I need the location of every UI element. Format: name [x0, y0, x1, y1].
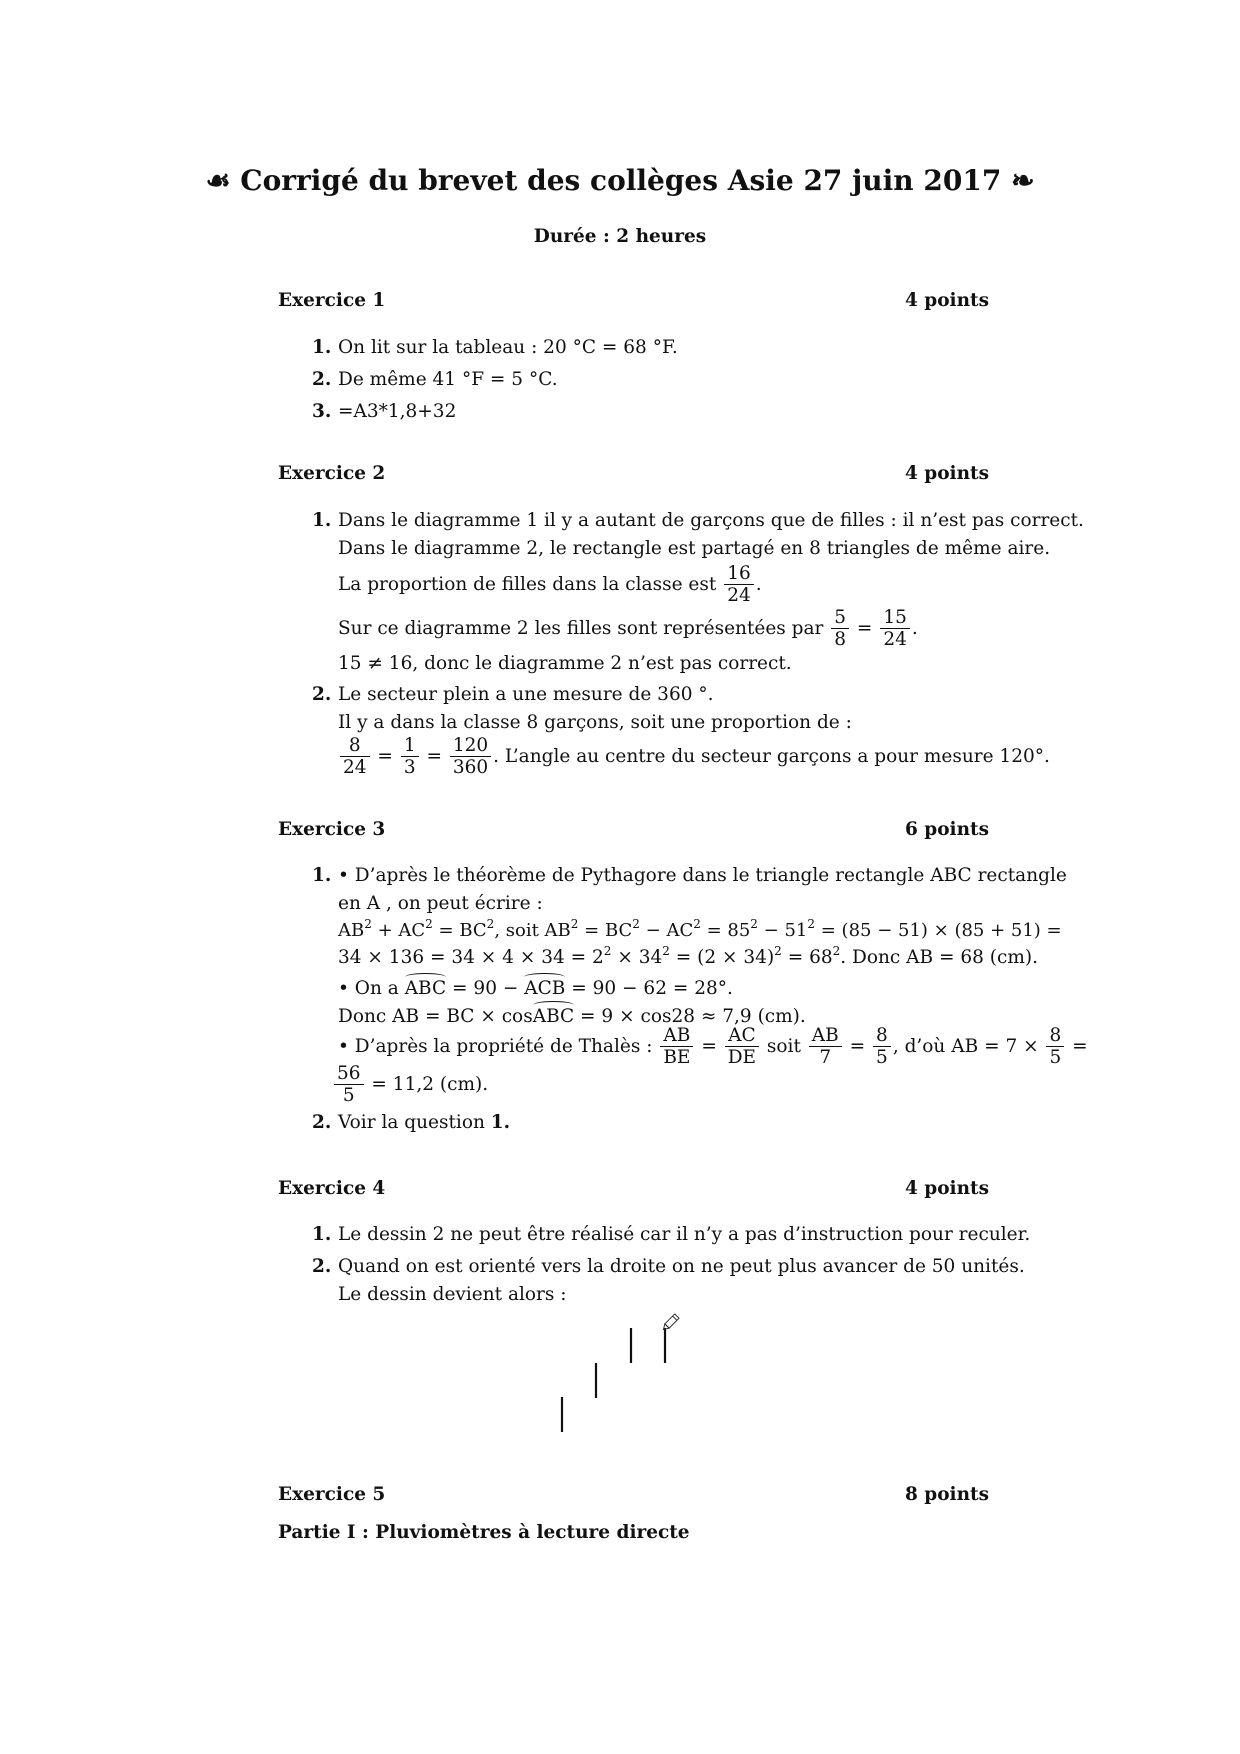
- exercise-5-title: Exercice 5: [278, 1484, 386, 1505]
- fraction: $\frac{1}{3}$: [401, 735, 419, 779]
- ex3-q2: [338, 1112, 510, 1133]
- ex2-q1-line5: 15 ≠ 16, donc le diagramme 2 n’est pas correct.: [338, 653, 792, 674]
- ex3-q1-line2: en A , on peut écrire :: [338, 893, 543, 914]
- ex3-q1-line5: • On a ABC = 90 − ACB = 90 − 62 = 28°.: [338, 975, 733, 999]
- item-number: 2.: [312, 684, 332, 705]
- ex2-q1-line1: Dans le diagramme 1 il y a autant de garçons que de filles : il n’est pas correct.: [338, 510, 1084, 531]
- fraction: $\frac{16}{24}$: [724, 563, 754, 607]
- ex3-q1-line6: Donc AB = BC × cosABC = 9 × cos28 ≈ 7,9 (cm).: [338, 1003, 806, 1027]
- ex2-q1-line2: Dans le diagramme 2, le rectangle est partagé en 8 triangles de même aire.: [338, 538, 1051, 559]
- fraction: $\frac{8}{5}$: [873, 1025, 891, 1069]
- exercise-4-header: [278, 1178, 989, 1199]
- fraction: $\frac{120}{360}$: [450, 735, 491, 779]
- exercise-1-header: [278, 290, 989, 311]
- exercise-4-points: 4 points: [904, 1178, 989, 1199]
- exercise-2-title: Exercice 2: [278, 463, 386, 484]
- exercise-5-header: [278, 1484, 989, 1505]
- duration: Durée : 2 heures: [533, 226, 707, 247]
- ex3-q1-line8-text: = 11,2 (cm).: [365, 1073, 489, 1095]
- item-number: 1.: [312, 865, 332, 886]
- part-1-heading: Partie I : Pluviomètres à lecture directe: [278, 1522, 690, 1543]
- ex3-q1-line7: • D’après la propriété de Thalès : $\frac{AB}{BE}$ = $\frac{AC}{DE}$ soit $\frac{AB}{7}$ = $\frac{8}{5}$ , d’où AB = 7 × $\frac{8}{5}$ =: [338, 1025, 1088, 1069]
- exercise-2-points: 4 points: [904, 463, 989, 484]
- exercise-3-header: [278, 819, 989, 840]
- fraction: $\frac{AC}{DE}$: [725, 1025, 759, 1069]
- ex4-q2-line2: Le dessin devient alors :: [338, 1284, 567, 1305]
- ex3-q1-line8: [332, 1063, 488, 1107]
- ex3-q1-line1: • D’après le théorème de Pythagore dans le triangle rectangle ABC rectangle: [338, 865, 1067, 886]
- ex3-q1-line3: $AB^2 + AC^2 = BC^2$, soit $AB^2 = BC^2 - AC^2 = 85^2 - 51^2 = (85 - 51) \times (85 + 51)$ =: [338, 917, 1062, 941]
- fraction: $\frac{AB}{7}$: [809, 1025, 842, 1069]
- item-number: 1.: [312, 1224, 332, 1245]
- fraction: $\frac{8}{5}$: [1046, 1025, 1064, 1069]
- ex4-q2-line1: Quand on est orienté vers la droite on ne peut plus avancer de 50 unités.: [338, 1256, 1025, 1277]
- ex3-q1-line7-text: • D’après la propriété de Thalès :: [338, 1035, 653, 1057]
- item-number: 3.: [312, 401, 332, 422]
- fraction: $\frac{5}{8}$: [831, 607, 849, 651]
- exercise-1-points: 4 points: [904, 290, 989, 311]
- ex2-q1-line3-text: La proportion de filles dans la classe est: [338, 573, 717, 595]
- exercise-5-points: 8 points: [904, 1484, 989, 1505]
- ex1-q1: On lit sur la tableau : 20 °C = 68 °F.: [338, 337, 678, 358]
- ex1-q3: =A3*1,8+32: [338, 401, 457, 422]
- item-number: 2.: [312, 369, 332, 390]
- exercise-4-title: Exercice 4: [278, 1178, 386, 1199]
- ex3-q1-line6-text-end: = 9 × cos28 ≈ 7,9 (cm).: [574, 1006, 806, 1027]
- ex3-q1-line6-text: Donc AB = BC × cos: [338, 1006, 533, 1027]
- fraction: $\frac{15}{24}$: [880, 607, 910, 651]
- ex3-q2-text: Voir la question: [338, 1112, 485, 1133]
- ex1-q2: De même 41 °F = 5 °C.: [338, 369, 558, 390]
- ex2-q1-line4: Sur ce diagramme 2 les filles sont représentées par $\frac{5}{8}$ = $\frac{15}{24}$ .: [338, 607, 918, 651]
- title-text: Corrigé du brevet des collèges Asie 27 juin 2017: [240, 164, 1002, 197]
- exercise-2-header: [278, 463, 989, 484]
- ornament-left-icon: ☙: [205, 164, 231, 197]
- ex2-q2-line3-text: . L’angle au centre du secteur garçons a pour mesure 120°.: [493, 745, 1050, 767]
- ex2-q1-line3: La proportion de filles dans la classe est $\frac{16}{24}$ .: [338, 563, 762, 607]
- exercise-3-title: Exercice 3: [278, 819, 386, 840]
- item-number: 2.: [312, 1256, 332, 1277]
- fraction: $\frac{56}{5}$: [334, 1063, 364, 1107]
- ex3-q1-line4: $34 \times 136 = 34 \times 4 \times 34 = 2^2 \times 34^2 = (2 \times 34)^2 = 68^2$. Donc AB = 68 (cm).: [338, 944, 1039, 968]
- ex3-q1-line5-text: • On a: [338, 978, 399, 999]
- ex2-q2-line2: Il y a dans la classe 8 garçons, soit une proportion de :: [338, 712, 852, 733]
- ex2-q1-line4-text: Sur ce diagramme 2 les filles sont représentées par: [338, 617, 824, 639]
- ornament-right-icon: ❧: [1011, 164, 1035, 197]
- ex2-q2-line1: Le secteur plein a une mesure de 360 °.: [338, 684, 714, 705]
- ex2-q2-line3: $\frac{8}{24}$ = $\frac{1}{3}$ = $\frac{120}{360}$ . L’angle au centre du secteur garçons a pour mesure 120°.: [338, 735, 1050, 779]
- ex3-q1-line4-text: 34 × 136 = 34 × 4 × 34 = 2: [338, 947, 604, 968]
- fraction: $\frac{AB}{BE}$: [660, 1025, 693, 1069]
- pencil-icon: [661, 1314, 679, 1332]
- exercise-3-points: 6 points: [904, 819, 989, 840]
- page-title: [0, 164, 1240, 197]
- item-number: 1.: [312, 337, 332, 358]
- ex4-q1: Le dessin 2 ne peut être réalisé car il n’y a pas d’instruction pour reculer.: [338, 1224, 1031, 1245]
- ex3-q2-ref: 1.: [490, 1112, 511, 1133]
- item-number: 2.: [312, 1112, 332, 1133]
- fraction: $\frac{8}{24}$: [340, 735, 370, 779]
- item-number: 1.: [312, 510, 332, 531]
- exercise-1-title: Exercice 1: [278, 290, 386, 311]
